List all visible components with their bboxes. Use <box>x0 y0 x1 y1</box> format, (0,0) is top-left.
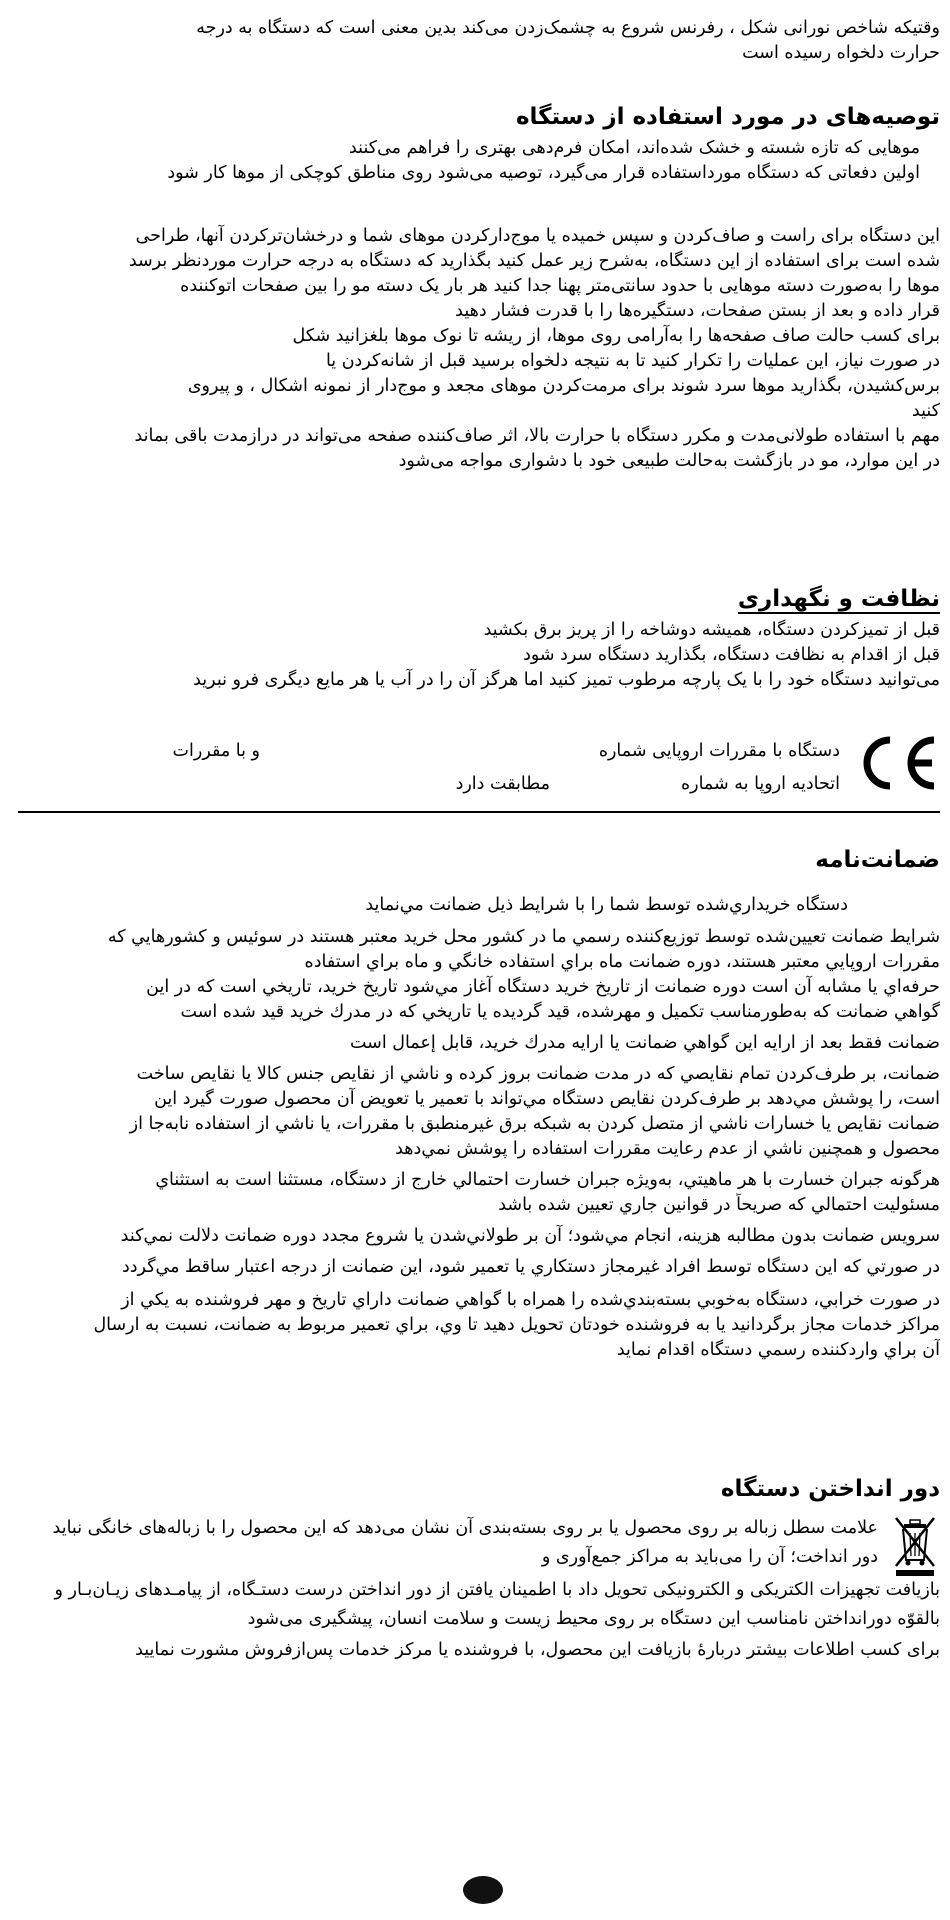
warranty-line: در صورت خرابي، دستگاه به‌خوبي بسته‌بندي‌شده را همراه با گواهي ضمانت داراي تاريخ و مهر فروشنده به يكي از <box>121 1290 940 1310</box>
usage-line: موها را به‌صورت دسته موهایی با حدود سانتی‌متر پهنا جدا کنید هر بار یک دسته مو را بین صفحات اتوکننده <box>180 276 940 296</box>
crossed-out-bin-icon <box>890 1514 940 1578</box>
usage-line: مهم با استفاده طولانی‌مدت و مکرر دستگاه با حرارت بالا، اثر صاف‌کننده صفحه می‌تواند در درازمدت باقی بماند <box>134 426 940 446</box>
disposal-line: دور انداخت؛ آن را می‌باید به مراکز جمع‌آوری و <box>541 1547 878 1567</box>
disposal-line: بالقوّه دورانداختن نامناسب این دستگاه بر روی محیط زیست و سلامت انسان، پیشگیری می‌شود <box>247 1609 940 1629</box>
cleaning-item: قبل از تمیزکردن دستگاه، همیشه دوشاخه را از پریز برق بکشید <box>483 620 940 640</box>
warranty-line: ضمانت، بر طرف‌كردن تمام نقايصي كه در مدت ضمانت بروز كرده و ناشي از نقايص جنس كالا يا نقايص ساخت <box>136 1064 940 1084</box>
warranty-line: مراكز خدمات مجاز برگردانيد يا به فروشنده خودتان تحويل دهيد تا وي، براي تعمير مربوط به ضمانت، نسبت به ارسال <box>93 1315 940 1335</box>
warranty-line: شرايط ضمانت تعيين‌شده توسط توزيع‌كننده رسمي ما در كشور محل خريد معتبر هستند در سوئيس و كشورهايي كه <box>107 927 940 947</box>
section-divider <box>18 811 940 813</box>
warranty-line: سرويس ضمانت بدون مطالبه هزينه، انجام مي‌شود؛ آن بر طولاني‌شدن يا شروع مجدد دوره ضمانت دلالت نمي‌كند <box>120 1226 940 1246</box>
usage-line: کنید <box>911 401 940 421</box>
warranty-terms <box>14 925 940 1363</box>
cleaning-item: قبل از اقدام به نظافت دستگاه، بگذارید دستگاه سرد شود <box>523 645 940 665</box>
usage-line: برای کسب حالت صاف صفحه‌ها را به‌آرامی روی موها، از ریشه تا نوک موها بلغزانید شکل <box>292 326 940 346</box>
ce-line: دستگاه با مقررات اروپایی شماره <box>598 741 840 761</box>
warranty-line: است، را پوشش مي‌دهد بر طرف‌كردن نقايص دستگاه مي‌تواند با تعمير يا تعويض آن محصول صورت گيرد اين <box>154 1089 940 1109</box>
ce-mark-icon <box>856 734 938 792</box>
disposal-paragraph <box>14 1578 940 1663</box>
warranty-line: هرگونه جبران خسارت با هر ماهيتي، به‌ويژه جبران خسارت احتمالي خارج از دستگاه، مستثنا است به استثناي <box>155 1170 940 1190</box>
disposal-heading: دور انداختن دستگاه <box>720 1476 940 1502</box>
usage-line: قرار داده و بعد از بستن صفحات، دستگیره‌ها را با قدرت فشار دهید <box>455 301 940 321</box>
ce-side-text: و با مقررات <box>172 741 260 761</box>
usage-line: در صورت نیاز، این عملیات را تکرار کنید تا به نتیجه دلخواه برسید قبل از شانه‌کردن یا <box>325 351 940 371</box>
warranty-line: گواهي ضمانت كه به‌طورمناسب تكميل و مهرشده، قيد گرديده يا تاريخي كه در مدرك خريد قيد شده است <box>180 1002 940 1022</box>
recommendation-item: موهایی که تازه شسته و خشک شده‌اند، امکان فرم‌دهی بهتری را فراهم می‌کنند <box>348 138 920 158</box>
warranty-line: حرفه‌اي يا مشابه آن است دوره ضمانت از تاريخ خريد دستگاه آغاز مي‌شود تاريخ خريد، تاريخي است كه در اين <box>146 977 940 997</box>
ce-line: اتحادیه اروپا به شماره <box>680 774 840 794</box>
disposal-line: بازیافت تجهیزات الکتریکی و الکترونیکی تحویل داد با اطمینان یافتن از دور انداختن درست دستـگاه، از پیامـدهای زیـان‌بـار و <box>54 1580 940 1600</box>
recommendations-list <box>14 136 920 186</box>
warranty-line: محصول و همچنين ناشي از عدم رعايت مقررات استفاده را پوشش نمي‌دهد <box>395 1139 940 1159</box>
disposal-line: برای کسب اطلاعات بیشتر دربارهٔ بازیافت این محصول، با فروشنده یا مرکز خدمات پس‌ازفروش مشورت نمایید <box>135 1640 940 1660</box>
usage-paragraph <box>14 224 940 474</box>
intro-line: وقتیکه شاخص نورانی شکل ، رفرنس شروع به چشمک‌زدن می‌کند بدین معنی است که دستگاه به درجه <box>196 18 940 38</box>
warranty-line: مسئوليت احتمالي كه صريحاً در قوانين جاري تعيين شده باشد <box>498 1195 940 1215</box>
cleaning-item: می‌توانید دستگاه خود را با یک پارچه مرطوب تمیز کنید اما هرگز آن را در آب یا هر مایع دیگری فرو نبرید <box>193 670 940 690</box>
disposal-icon-text <box>14 1516 878 1570</box>
intro-paragraph <box>14 16 940 66</box>
page-number-oval <box>463 1876 503 1904</box>
recommendation-item: اولین دفعاتی که دستگاه مورداستفاده قرار می‌گیرد، توصیه می‌شود روی مناطق کوچکی از موها کار شود <box>167 163 920 183</box>
cleaning-heading <box>14 584 940 614</box>
warranty-line: آن براي واردكننده رسمي دستگاه اقدام نمايد <box>616 1340 940 1360</box>
usage-line: در این موارد، مو در بازگشت به‌حالت طبیعی خود با دشواری مواجه می‌شود <box>398 451 940 471</box>
ce-side-text: مطابقت دارد <box>455 774 550 794</box>
warranty-heading: ضمانت‌نامه <box>815 847 940 873</box>
recommendations-heading: توصیه‌های در مورد استفاده از دستگاه <box>515 104 940 130</box>
usage-line: این دستگاه برای راست و صاف‌کردن و سپس خمیده یا موج‌دارکردن موهای شما و درخشان‌ترکردن آنها، طراحی <box>135 226 940 246</box>
usage-line: برس‌کشیدن، بگذارید موها سرد شوند برای مرمت‌کردن موهای مجعد و موج‌دار از نمونه اشکال ، و پیروی <box>187 376 940 396</box>
warranty-line: ضمانت فقط بعد از ارايه اين گواهي ضمانت يا ارايه مدرك خريد، قابل إعمال است <box>349 1033 940 1053</box>
intro-line: حرارت دلخواه رسیده است <box>742 43 940 63</box>
warranty-line: ضمانت نقايص يا خسارات ناشي از متصل كردن به شبكه برق غيرمنطبق با مقررات، يا ناشي از استفاده نابه‌جا از <box>129 1114 940 1134</box>
warranty-line: در صورتي كه اين دستگاه توسط افراد غيرمجاز دستكاري يا تعمير شود، اين ضمانت از درجه اعتبار ساقط مي‌گردد <box>121 1257 940 1277</box>
disposal-line: علامت سطل زباله بر روی محصول یا بر روی بسته‌بندی آن نشان می‌دهد که این محصول را با زباله‌های خانگی نباید <box>52 1518 878 1538</box>
warranty-lead-text: دستگاه خريداري‌شده توسط شما را با شرايط ذيل ضمانت مي‌نمايد <box>365 895 848 915</box>
warranty-line: مقررات اروپايي معتبر هستند، دوره ضمانت ماه براي استفاده خانگي و ماه براي استفاده <box>304 952 940 972</box>
cleaning-list <box>14 618 940 693</box>
usage-line: شده است برای استفاده از این دستگاه، به‌شرح زیر عمل کنید بگذارید که دستگاه به درجه حرارت موردنظر برسد <box>128 251 940 271</box>
warranty-lead <box>14 893 848 918</box>
cleaning-heading-text: نظافت و نگهداری <box>737 586 940 612</box>
